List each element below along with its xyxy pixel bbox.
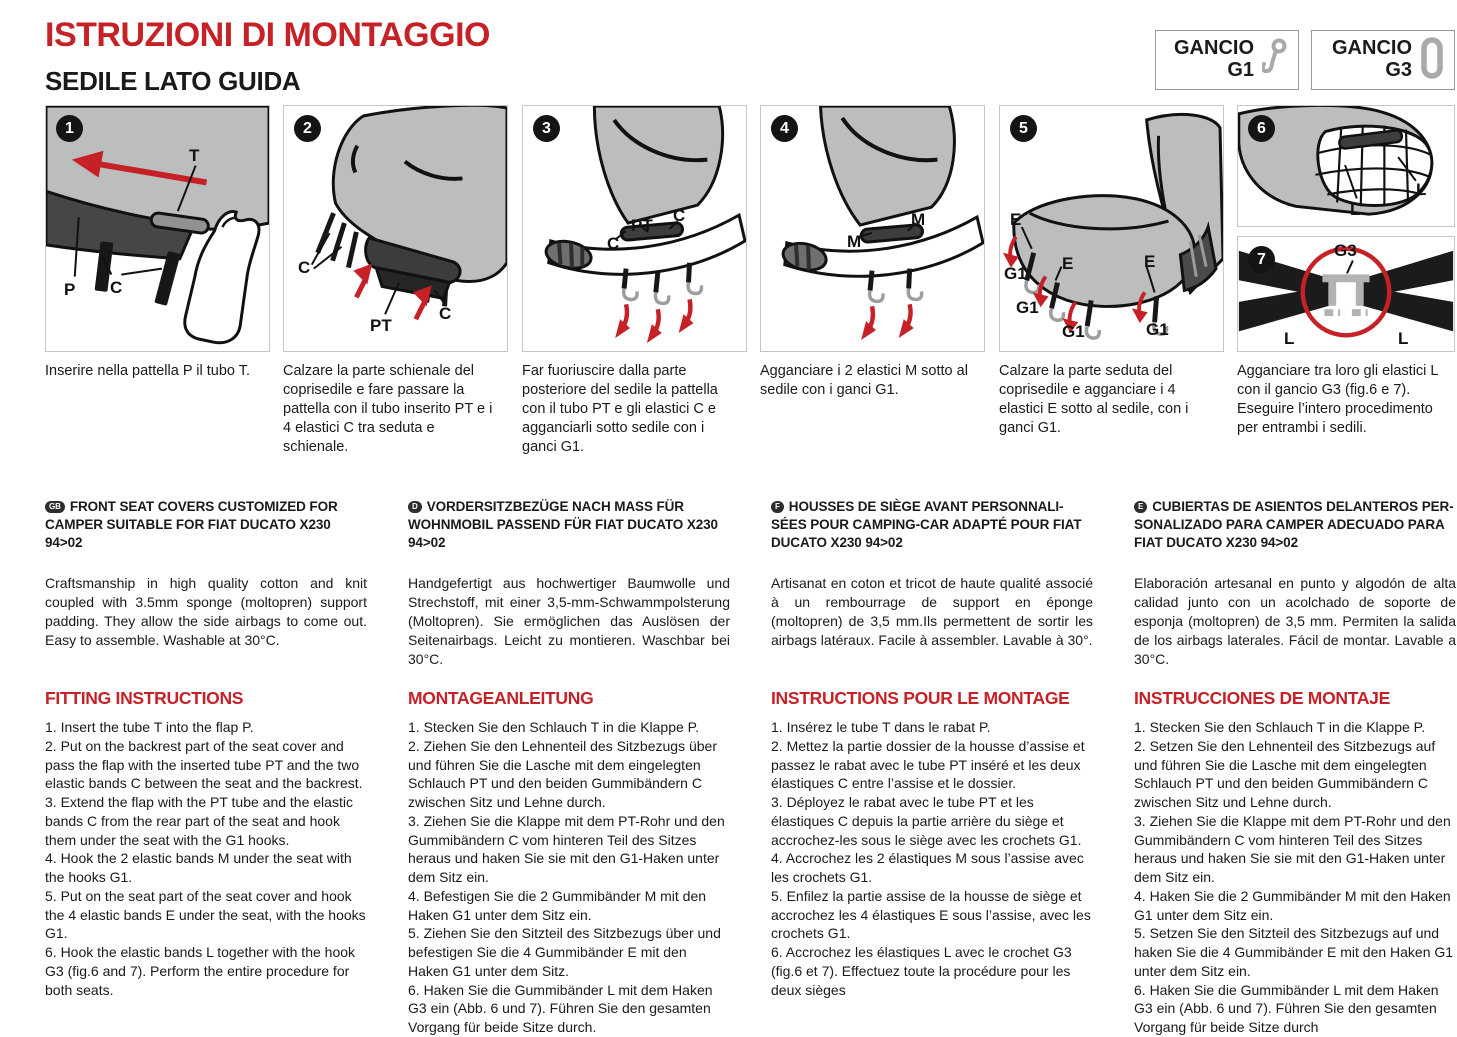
figure-3-label-PT: PT [631, 216, 653, 235]
column-spanish-section-title: INSTRUCCIONES DE MONTAJE [1134, 688, 1390, 708]
instruction-step: 1. Stecken Sie den Schlauch T in die Klappe P. [1134, 719, 1426, 735]
instruction-step: 2. Put on the backrest part of the seat cover and pass the flap with the inserted tube PT and the two elastic bands C between the seat and the backrest. [45, 737, 363, 792]
column-french-steps [771, 718, 1093, 999]
hook-g3-code: G3 [1385, 59, 1412, 81]
figure-1-panel [45, 105, 270, 352]
caption-step-3: Far fuoriuscire dalla parte posteriore del sedile la pattella con il tubo PT e gli elastici C e agganciarli sotto sedile con i ganci G1. [522, 363, 718, 455]
instruction-step: 6. Hook the elastic bands L together with the hook G3 (fig.6 and 7). Perform the entire procedure for both seats. [45, 944, 356, 998]
column-german-header-text: VORDERSITZBEZÜGE NACH MASS FÜR WOHNMOBIL PASSEND FÜR FIAT DUCATO X230 94>02 [408, 499, 718, 551]
figure-5-label-E3: E [1144, 252, 1156, 271]
figure-2-number: 2 [294, 115, 321, 142]
caption-step-2: Calzare la parte schienale del coprisedile e fare passare la pattella con il tubo inserito PT e i 4 elastici C tra seduta e schienale. [283, 363, 493, 455]
instruction-step: 1. Insérez le tube T dans le rabat P. [771, 719, 991, 735]
column-german-steps [408, 718, 730, 1037]
figure-7-panel [1237, 236, 1455, 352]
instruction-step: 2. Setzen Sie den Lehnenteil des Sitzbezugs auf und führen Sie die Lasche mit dem eingelegten Schlauch PT und den beiden Gummibändern C zwischen Sitz und Lehne durch. [1134, 737, 1436, 810]
figure-5-label-G1-2: G1 [1016, 298, 1039, 317]
column-french-section-title: INSTRUCTIONS POUR LE MONTAGE [771, 688, 1070, 708]
caption-step-1: Inserire nella pattella P il tubo T. [45, 363, 251, 379]
instruction-step: 5. Ziehen Sie den Sitzteil des Sitzbezugs über und befestigen Sie die 4 Gummibänder E mit den Haken G1 unter dem Sitz. [408, 925, 721, 979]
figure-2-panel [283, 105, 508, 352]
column-english-header-text: FRONT SEAT COVERS CUSTOMIZED FOR CAMPER SUITABLE FOR FIAT DUCATO X230 94>02 [45, 499, 338, 551]
hook-g1-code: G1 [1227, 59, 1254, 81]
instruction-step: 4. Befestigen Sie die 2 Gummibänder M mit den Haken G1 unter dem Sitz ein. [408, 887, 707, 923]
page-subtitle: SEDILE LATO GUIDA [45, 66, 301, 96]
figure-3-label-C-left: C [607, 234, 620, 253]
column-french-header-text: HOUSSES DE SIÈGE AVANT PERSONNALI-SÉES POUR CAMPING-CAR ADAPTÉ POUR FIAT DUCATO X230 94>02 [771, 499, 1082, 551]
instruction-step: 1. Stecken Sie den Schlauch T in die Klappe P. [408, 719, 700, 735]
e-language-badge: E [1134, 501, 1147, 513]
column-spanish-steps [1134, 718, 1456, 1037]
gb-language-badge: GB [45, 501, 65, 513]
figure-1-label-T: T [189, 146, 200, 165]
figure-1-illustration [46, 106, 269, 351]
figure-4-number: 4 [771, 115, 798, 142]
figure-2-label-PT: PT [370, 316, 392, 335]
instruction-step: 5. Put on the seat part of the seat cover and hook the 4 elastic bands E under the seat, with the hooks G1. [45, 887, 366, 942]
figure-5-number: 5 [1010, 115, 1037, 142]
figure-5-label-G1-4: G1 [1146, 320, 1169, 339]
column-english-header [45, 498, 367, 560]
figure-4-panel [760, 105, 985, 352]
column-german [408, 498, 730, 1037]
figure-3-panel [522, 105, 747, 352]
instruction-step: 6. Accrochez les élastiques L avec le crochet G3 (fig.6 et 7). Effectuez toute la procédure pour les deux sièges [771, 944, 1072, 998]
figure-1-label-P: P [64, 280, 76, 299]
figure-7-label-L-right: L [1398, 329, 1409, 348]
instruction-step: 3. Extend the flap with the PT tube and the elastic bands C from the rear part of the seat and hook them under the seat with the G1 hooks. [45, 794, 353, 848]
figure-1-number: 1 [56, 115, 83, 142]
caption-step-4: Agganciare i 2 elastici M sotto al sedile con i ganci G1. [760, 363, 968, 398]
instruction-step: 3. Déployez le rabat avec le tube PT et les élastiques C depuis la partie arrière du siège et accrochez-les sous le siège avec les crochets G1. [771, 794, 1082, 848]
figure-2-label-C-right: C [439, 304, 452, 323]
hook-legend-g3 [1311, 30, 1455, 90]
column-french-header [771, 498, 1093, 560]
instruction-step: 2. Mettez la partie dossier de la housse d’assise et passez le rabat avec le tube PT inséré et les deux élastiques C entre l’assise et le dossier. [771, 737, 1085, 792]
column-spanish-header-text: CUBIERTAS DE ASIENTOS DELANTEROS PER-SONALIZADO PARA CAMPER ADECUADO PARA FIAT DUCATO X230 94>02 [1134, 499, 1454, 551]
g3-ring-icon [1420, 36, 1444, 85]
page-title: ISTRUZIONI DI MONTAGGIO [45, 16, 490, 54]
column-german-header [408, 498, 730, 560]
f-language-badge: F [771, 501, 784, 513]
figure-6-label-L2: L [1416, 180, 1427, 199]
instruction-step: 4. Hook the 2 elastic bands M under the seat with the hooks G1. [45, 850, 352, 885]
column-english-steps [45, 718, 367, 999]
instruction-step: 2. Ziehen Sie den Lehnenteil des Sitzbezugs über und führen Sie die Lasche mit dem eingelegten Schlauch PT und den beiden Gummibändern C zwischen Sitz und Lehne durch. [408, 737, 717, 810]
caption-step-6: Agganciare tra loro gli elastici L con il gancio G3 (fig.6 e 7). Eseguire l’intero procedimento per entrambi i sedili. [1237, 363, 1438, 436]
figure-7-label-L-left: L [1284, 329, 1295, 348]
hook-g1-label: GANCIO [1174, 37, 1254, 60]
instruction-step: 6. Haken Sie die Gummibänder L mit dem Haken G3 ein (Abb. 6 und 7). Führen Sie den gesamten Vorgang für beide Sitze durch. [408, 981, 713, 1035]
figure-5-label-G1-3: G1 [1062, 322, 1085, 341]
figure-3-number: 3 [533, 115, 560, 142]
figure-7-number: 7 [1248, 246, 1275, 273]
figure-5-label-E2: E [1062, 254, 1074, 273]
hook-legend-g1 [1155, 30, 1299, 90]
column-english-section-title: FITTING INSTRUCTIONS [45, 688, 244, 708]
column-spanish-header [1134, 498, 1456, 560]
instruction-step: 4. Haken Sie die 2 Gummibänder M mit den Haken G1 unter dem Sitz ein. [1134, 887, 1451, 923]
figure-6-label-L1: L [1350, 200, 1361, 219]
caption-step-5: Calzare la parte seduta del coprisedile e agganciare i 4 elastici E sotto al sedile, con i ganci G1. [999, 363, 1189, 436]
instruction-step: 5. Enfilez la partie assise de la housse de siège et accrochez les 4 élastiques E sous l’assise, avec les crochets G1. [771, 887, 1091, 942]
column-french [771, 498, 1093, 999]
figure-5-label-E1: E [1010, 210, 1022, 229]
figure-7-label-G3: G3 [1334, 241, 1357, 260]
instruction-step: 1. Insert the tube T into the flap P. [45, 719, 254, 735]
column-french-body: Artisanat en coton et tricot de haute qualité associé à un rembourrage de support en éponge (moltopren) de 3,5 mm.Ils permettent de sortir les airbags latéraux. Facile à assembler. Lavable à 30°. [771, 575, 1093, 649]
figure-2-illustration [284, 106, 507, 351]
column-german-section-title: MONTAGEANLEITUNG [408, 688, 594, 708]
figure-1-label-C: C [110, 278, 123, 297]
column-english-body: Craftsmanship in high quality cotton and knit coupled with 3.5mm sponge (moltopren) support padding. They allow the side airbags to come out. Easy to assemble. Washable at 30°C. [45, 575, 367, 649]
hook-g3-label: GANCIO [1332, 37, 1412, 60]
d-language-badge: D [408, 501, 422, 513]
instruction-step: 3. Ziehen Sie die Klappe mit dem PT-Rohr und den Gummibändern C vom hinteren Teil des Sitzes heraus und haken Sie sie mit den G1-Haken unter dem Sitz ein. [1134, 812, 1451, 885]
column-spanish-body: Elaboración artesanal en punto y algodón de alta calidad junto con un acolchado de soporte de esponja (moltopren) de 3,5 mm. Permiten la salida de los airbags laterales. Fácil de montar. Lavable a 30°C. [1134, 575, 1456, 668]
figure-3-label-C-right: C [673, 206, 686, 225]
figure-5-panel [999, 105, 1224, 352]
figure-4-label-M-left: M [847, 232, 862, 251]
column-german-body: Handgefertigt aus hochwertiger Baumwolle und Strechstoff, mit einer 3,5-mm-Schwammpolsterung (Moltopren). Sie ermöglichen das Auslösen der Seitenairbags. Leicht zu montieren. Waschbar bei 30°C. [408, 575, 730, 668]
figure-2-label-C-left: C [298, 258, 311, 277]
figure-4-illustration [761, 106, 984, 351]
figure-6-panel [1237, 105, 1455, 227]
column-english [45, 498, 367, 999]
figure-5-label-G1-1: G1 [1004, 264, 1027, 283]
instruction-step: 4. Accrochez les 2 élastiques M sous l’assise avec les crochets G1. [771, 850, 1084, 885]
column-spanish [1134, 498, 1456, 1037]
figure-4-label-M-right: M [911, 210, 926, 229]
g1-s-hook-icon [1262, 37, 1288, 84]
instruction-step: 6. Haken Sie die Gummibänder L mit dem Haken G3 ein (Abb. 6 und 7). Führen Sie den gesamten Vorgang für beide Sitze durch [1134, 981, 1439, 1035]
figure-6-number: 6 [1248, 115, 1275, 142]
instruction-step: 3. Ziehen Sie die Klappe mit dem PT-Rohr und den Gummibändern C vom hinteren Teil des Sitzes heraus und haken Sie sie mit den G1-Haken unter dem Sitz ein. [408, 812, 725, 885]
instruction-step: 5. Setzen Sie den Sitzteil des Sitzbezugs auf und haken Sie die 4 Gummibänder E mit den Haken G1 unter dem Sitz ein. [1134, 925, 1454, 979]
